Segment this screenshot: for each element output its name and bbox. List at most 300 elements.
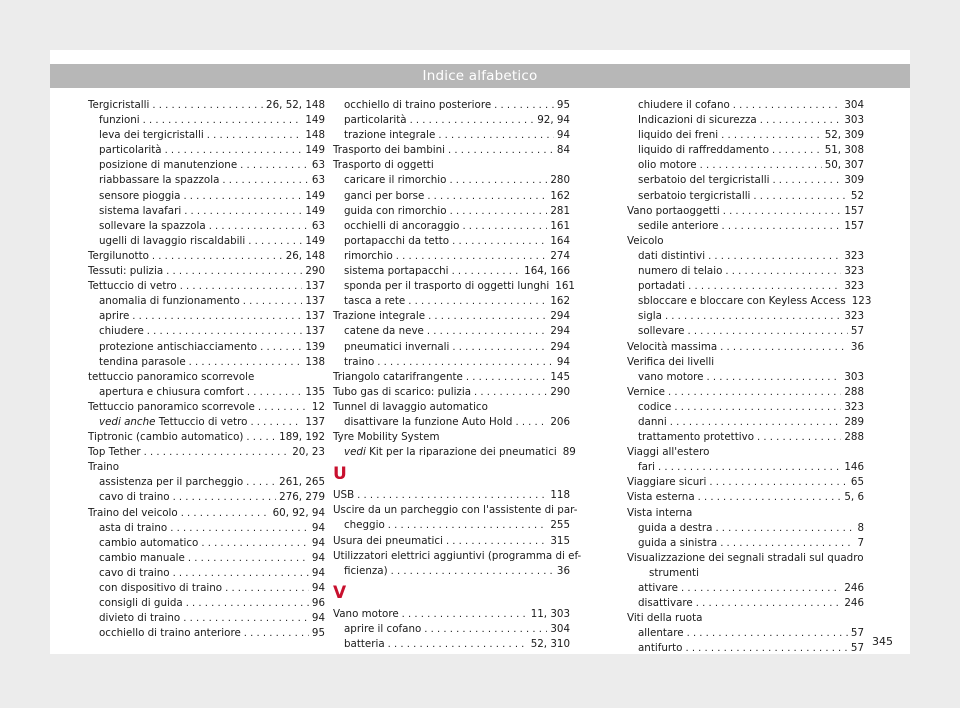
entry-text: sponda per il trasporto di oggetti lunghi bbox=[344, 280, 550, 293]
entry-pages: 137 bbox=[305, 325, 325, 338]
leader-dots bbox=[772, 173, 841, 188]
entry-pages: 281 bbox=[550, 204, 570, 217]
index-subentry bbox=[627, 249, 864, 264]
leader-dots bbox=[449, 173, 547, 188]
entry-label bbox=[344, 113, 407, 128]
entry-text: allentare bbox=[638, 627, 684, 640]
entry-pages: 26, 148 bbox=[285, 249, 325, 262]
index-subentry bbox=[627, 113, 864, 128]
entry-text: tettuccio panoramico scorrevole bbox=[88, 370, 255, 383]
index-subentry bbox=[88, 324, 325, 339]
entry-pages: 261, 265 bbox=[279, 476, 325, 489]
entry-pages: 65 bbox=[850, 476, 864, 489]
entry-text: antifurto bbox=[638, 642, 683, 655]
index-entry bbox=[627, 506, 864, 521]
entry-label bbox=[88, 460, 119, 475]
index-subentry bbox=[627, 415, 864, 430]
entry-text: particolarità bbox=[344, 114, 407, 127]
leader-dots bbox=[402, 607, 528, 622]
entry-text: disattivare bbox=[638, 597, 693, 610]
entry-text: cheggio bbox=[344, 519, 385, 532]
entry-label bbox=[99, 490, 170, 505]
entry-label bbox=[344, 234, 449, 249]
entry-pages: 149 bbox=[305, 234, 325, 247]
leader-dots bbox=[658, 460, 841, 475]
index-subentry bbox=[627, 521, 864, 536]
index-entry bbox=[333, 143, 570, 158]
index-subentry bbox=[627, 143, 864, 158]
entry-text: Viaggi all'estero bbox=[627, 446, 710, 459]
entry-text: aprire bbox=[99, 310, 130, 323]
leader-dots bbox=[494, 98, 554, 113]
entry-label bbox=[333, 430, 440, 445]
entry-label bbox=[627, 611, 702, 626]
entry-text: Veicolo bbox=[627, 234, 664, 247]
entry-label bbox=[99, 234, 245, 249]
entry-text: Trazione integrale bbox=[333, 310, 426, 323]
entry-label bbox=[638, 324, 684, 339]
entry-label bbox=[88, 400, 255, 415]
entry-pages: 50, 307 bbox=[824, 159, 864, 172]
entry-label bbox=[99, 536, 198, 551]
entry-text: Tunnel di lavaggio automatico bbox=[333, 400, 488, 413]
entry-label bbox=[344, 564, 388, 579]
index-subentry bbox=[333, 415, 570, 430]
entry-pages: 164 bbox=[550, 234, 570, 247]
entry-text: sedile anteriore bbox=[638, 219, 719, 232]
index-subentry bbox=[88, 294, 325, 309]
entry-label bbox=[99, 611, 180, 626]
index-subentry bbox=[333, 264, 570, 279]
entry-pages: 149 bbox=[305, 189, 325, 202]
entry-label bbox=[99, 340, 257, 355]
entry-text: Traino bbox=[88, 461, 120, 474]
entry-text: anomalia di funzionamento bbox=[99, 295, 240, 308]
leader-dots bbox=[143, 113, 303, 128]
entry-text: Tettuccio panoramico scorrevole bbox=[88, 400, 255, 413]
entry-label bbox=[99, 581, 222, 596]
entry-text: Tiptronic (cambio automatico) bbox=[88, 431, 244, 444]
entry-pages: 323 bbox=[844, 400, 864, 413]
entry-pages: 246 bbox=[844, 597, 864, 610]
entry-text: Velocità massima bbox=[627, 340, 718, 353]
entry-text: posizione di manutenzione bbox=[99, 159, 238, 172]
index-subentry bbox=[333, 204, 570, 219]
entry-label bbox=[344, 355, 374, 370]
entry-text: sollevare bbox=[638, 325, 685, 338]
entry-pages: 294 bbox=[550, 340, 570, 353]
entry-pages: 303 bbox=[844, 370, 864, 383]
entry-text: Uscire da un parcheggio con l'assistente di par- bbox=[333, 504, 578, 517]
leader-dots bbox=[246, 430, 276, 445]
entry-pages: 149 bbox=[305, 114, 325, 127]
leader-dots bbox=[725, 264, 841, 279]
entry-pages: 323 bbox=[844, 280, 864, 293]
index-entry bbox=[627, 385, 864, 400]
entry-text: Viti della ruota bbox=[627, 612, 703, 625]
entry-pages: 290 bbox=[550, 385, 570, 398]
leader-dots bbox=[446, 534, 547, 549]
entry-text: occhiello di traino anteriore bbox=[99, 627, 241, 640]
entry-text: cavo di traino bbox=[99, 566, 170, 579]
entry-text: dati distintivi bbox=[638, 249, 706, 262]
entry-pages: 92, 94 bbox=[537, 114, 570, 127]
index-subentry bbox=[88, 158, 325, 173]
leader-dots bbox=[222, 173, 309, 188]
leader-dots bbox=[700, 158, 822, 173]
entry-pages: 63 bbox=[311, 174, 325, 187]
leader-dots bbox=[183, 189, 302, 204]
entry-text: Viaggiare sicuri bbox=[627, 476, 707, 489]
entry-pages: 138 bbox=[305, 355, 325, 368]
leader-dots bbox=[448, 143, 554, 158]
index-subentry bbox=[88, 173, 325, 188]
leader-dots bbox=[189, 355, 303, 370]
index-subentry bbox=[88, 128, 325, 143]
leader-dots bbox=[246, 475, 276, 490]
leader-dots bbox=[144, 445, 290, 460]
leader-dots bbox=[173, 490, 277, 505]
entry-pages: 149 bbox=[305, 204, 325, 217]
entry-text: sollevare la spazzola bbox=[99, 219, 206, 232]
entry-text: assistenza per il parcheggio bbox=[99, 476, 244, 489]
entry-label bbox=[638, 98, 730, 113]
entry-pages: 11, 303 bbox=[530, 607, 570, 620]
entry-label bbox=[344, 324, 424, 339]
leader-dots bbox=[357, 488, 547, 503]
entry-text: chiudere il cofano bbox=[638, 99, 730, 111]
leader-dots bbox=[720, 536, 854, 551]
index-entry bbox=[333, 607, 570, 622]
index-entry bbox=[627, 355, 864, 370]
index-entry bbox=[333, 370, 570, 385]
leader-dots bbox=[427, 324, 547, 339]
entry-text: traino bbox=[344, 355, 375, 368]
leader-dots bbox=[165, 143, 303, 158]
entry-pages: 7 bbox=[857, 536, 864, 549]
index-subentry bbox=[627, 641, 864, 656]
index-entry bbox=[88, 370, 325, 385]
entry-label bbox=[638, 415, 667, 430]
leader-dots bbox=[408, 294, 547, 309]
page-header bbox=[50, 64, 910, 88]
index-subentry bbox=[627, 536, 864, 551]
leader-dots bbox=[688, 279, 841, 294]
index-subentry bbox=[627, 264, 864, 279]
leader-dots bbox=[181, 506, 270, 521]
entry-text: tendina parasole bbox=[99, 355, 186, 368]
entry-label bbox=[333, 158, 434, 173]
leader-dots bbox=[670, 415, 842, 430]
entry-label bbox=[344, 279, 549, 294]
entry-label bbox=[88, 249, 149, 264]
leader-dots bbox=[388, 518, 548, 533]
entry-label bbox=[99, 309, 129, 324]
entry-text: liquido dei freni bbox=[638, 129, 719, 142]
entry-text: con dispositivo di traino bbox=[99, 582, 223, 594]
leader-dots bbox=[474, 385, 547, 400]
entry-text: sbloccare e bloccare con Keyless Access bbox=[638, 295, 846, 308]
entry-pages: 294 bbox=[550, 310, 570, 323]
entry-text: olio motore bbox=[638, 159, 697, 172]
leader-dots bbox=[709, 475, 848, 490]
entry-text: Vista esterna bbox=[627, 491, 695, 504]
entry-label bbox=[638, 596, 693, 611]
entry-label bbox=[88, 279, 177, 294]
leader-dots bbox=[184, 204, 302, 219]
entry-label bbox=[627, 445, 709, 460]
entry-pages: 189, 192 bbox=[279, 431, 325, 444]
entry-pages: 52, 309 bbox=[824, 129, 864, 142]
entry-pages: 123 bbox=[851, 295, 872, 308]
entry-label bbox=[638, 264, 722, 279]
index-entry bbox=[88, 279, 325, 294]
section-letter: V bbox=[333, 582, 347, 603]
index-subentry bbox=[88, 204, 325, 219]
entry-label bbox=[638, 158, 697, 173]
entry-pages: 280 bbox=[550, 174, 570, 187]
entry-label bbox=[344, 445, 557, 460]
entry-label bbox=[333, 143, 445, 158]
entry-text: cambio automatico bbox=[99, 536, 199, 549]
entry-text: ficienza) bbox=[344, 564, 388, 577]
entry-label bbox=[99, 566, 170, 581]
index-subentry bbox=[333, 355, 570, 370]
index-subentry bbox=[627, 430, 864, 445]
entry-label bbox=[344, 622, 421, 637]
entry-text: pneumatici invernali bbox=[344, 340, 450, 353]
leader-dots bbox=[244, 626, 309, 641]
index-entry bbox=[333, 488, 570, 503]
entry-label bbox=[638, 536, 717, 551]
index-subentry bbox=[88, 611, 325, 626]
leader-dots bbox=[733, 98, 842, 113]
entry-label bbox=[344, 340, 449, 355]
index-entry bbox=[333, 158, 570, 173]
entry-label bbox=[99, 113, 140, 128]
index-subentry bbox=[88, 490, 325, 505]
entry-pages: 145 bbox=[550, 370, 570, 383]
entry-label bbox=[99, 475, 243, 490]
entry-pages: 60, 92, 94 bbox=[272, 506, 325, 519]
entry-text: Tessuti: pulizia bbox=[88, 265, 164, 278]
index-subentry bbox=[333, 294, 570, 309]
entry-label bbox=[99, 143, 162, 158]
index-entry bbox=[627, 340, 864, 355]
entry-label bbox=[333, 503, 577, 518]
entry-label bbox=[99, 415, 247, 430]
entry-pages: 304 bbox=[550, 622, 570, 635]
entry-text: guida a sinistra bbox=[638, 536, 718, 549]
entry-label bbox=[99, 626, 241, 641]
leader-dots bbox=[173, 566, 309, 581]
entry-pages: 52 bbox=[850, 189, 864, 202]
entry-pages: 246 bbox=[844, 582, 864, 594]
entry-pages: 26, 52, 148 bbox=[266, 99, 325, 111]
entry-pages: 161 bbox=[555, 280, 575, 293]
entry-text: Tubo gas di scarico: pulizia bbox=[333, 385, 472, 398]
entry-text: Visualizzazione dei segnali stradali sul quadro bbox=[627, 551, 864, 564]
leader-dots bbox=[707, 370, 842, 385]
leader-dots bbox=[428, 309, 547, 324]
entry-text: cavo di traino bbox=[99, 491, 170, 504]
entry-text: Trasporto di oggetti bbox=[333, 159, 434, 172]
index-entry bbox=[333, 430, 570, 445]
entry-label bbox=[88, 98, 149, 113]
leader-dots bbox=[753, 189, 847, 204]
leader-dots bbox=[258, 400, 309, 415]
leader-dots bbox=[183, 611, 309, 626]
index-subentry bbox=[88, 626, 325, 641]
entry-label bbox=[333, 549, 581, 564]
entry-pages: 148 bbox=[305, 129, 325, 142]
leader-dots bbox=[687, 626, 848, 641]
entry-text: occhielli di ancoraggio bbox=[344, 219, 460, 232]
entry-label bbox=[344, 173, 446, 188]
index-subentry bbox=[88, 566, 325, 581]
leader-dots bbox=[687, 324, 847, 339]
leader-dots bbox=[391, 564, 554, 579]
index-entry bbox=[88, 264, 325, 279]
entry-label bbox=[344, 264, 449, 279]
entry-label bbox=[638, 279, 685, 294]
entry-label bbox=[333, 385, 471, 400]
index-subentry bbox=[88, 385, 325, 400]
index-subentry bbox=[627, 128, 864, 143]
entry-label bbox=[99, 521, 167, 536]
entry-label bbox=[627, 475, 706, 490]
index-column-1 bbox=[88, 98, 325, 641]
index-subentry bbox=[88, 536, 325, 551]
index-subentry bbox=[333, 518, 570, 533]
entry-text: caricare il rimorchio bbox=[344, 174, 447, 187]
entry-pages: 276, 279 bbox=[279, 491, 325, 504]
index-column-3 bbox=[627, 98, 872, 656]
leader-dots bbox=[665, 309, 841, 324]
entry-text: numero di telaio bbox=[638, 265, 723, 278]
index-entry bbox=[88, 98, 325, 113]
entry-text: Kit per la riparazione dei pneumatici bbox=[369, 446, 557, 459]
entry-text: guida con rimorchio bbox=[344, 204, 447, 217]
index-subentry bbox=[627, 400, 864, 415]
entry-pages: 146 bbox=[844, 461, 864, 474]
leader-dots bbox=[186, 596, 309, 611]
index-entry bbox=[627, 475, 864, 490]
entry-pages: 94 bbox=[311, 612, 325, 625]
entry-text: codice bbox=[638, 400, 672, 413]
index-subentry bbox=[333, 249, 570, 264]
entry-text: Traino del veicolo bbox=[88, 506, 178, 519]
entry-label bbox=[638, 430, 754, 445]
leader-dots bbox=[166, 264, 302, 279]
entry-pages: 309 bbox=[844, 174, 864, 187]
leader-dots bbox=[410, 113, 535, 128]
entry-text: Tettuccio di vetro bbox=[158, 415, 248, 428]
entry-pages: 89 bbox=[562, 446, 576, 459]
entry-label bbox=[344, 518, 385, 533]
entry-text: leva dei tergicristalli bbox=[99, 129, 204, 142]
entry-pages: 96 bbox=[311, 597, 325, 610]
entry-label bbox=[638, 294, 846, 309]
entry-pages: 12 bbox=[311, 400, 325, 413]
entry-label bbox=[99, 324, 144, 339]
index-subentry bbox=[627, 626, 864, 641]
entry-text: Verifica dei livelli bbox=[627, 355, 715, 368]
leader-dots bbox=[152, 249, 283, 264]
entry-text: Tergicristalli bbox=[88, 99, 150, 111]
index-subentry bbox=[88, 521, 325, 536]
entry-text: sensore pioggia bbox=[99, 189, 181, 202]
entry-label bbox=[99, 128, 204, 143]
index-subentry bbox=[88, 309, 325, 324]
entry-pages: 323 bbox=[844, 265, 864, 278]
entry-text: Top Tether bbox=[88, 446, 141, 459]
index-subentry bbox=[88, 219, 325, 234]
index-subentry bbox=[333, 445, 576, 460]
entry-text: ganci per borse bbox=[344, 189, 425, 202]
index-subentry bbox=[627, 279, 864, 294]
index-subentry bbox=[627, 294, 872, 309]
entry-label bbox=[344, 415, 512, 430]
entry-label bbox=[627, 340, 717, 355]
index-entry bbox=[627, 490, 864, 505]
leader-dots bbox=[424, 622, 547, 637]
entry-pages: 206 bbox=[550, 415, 570, 428]
entry-label bbox=[638, 460, 655, 475]
leader-dots bbox=[396, 249, 548, 264]
entry-label bbox=[649, 566, 699, 581]
entry-label bbox=[627, 551, 864, 566]
section-letter: U bbox=[333, 464, 347, 485]
entry-label bbox=[88, 445, 141, 460]
index-subentry bbox=[88, 113, 325, 128]
leader-dots bbox=[247, 385, 302, 400]
leader-dots bbox=[147, 324, 303, 339]
index-entry bbox=[333, 385, 570, 400]
entry-pages: 137 bbox=[305, 415, 325, 428]
index-subentry bbox=[333, 637, 570, 652]
entry-label bbox=[88, 430, 243, 445]
index-entry bbox=[88, 249, 325, 264]
entry-pages: 63 bbox=[311, 219, 325, 232]
entry-label bbox=[638, 521, 712, 536]
leader-dots bbox=[772, 143, 822, 158]
entry-label bbox=[638, 626, 684, 641]
leader-dots bbox=[180, 279, 303, 294]
entry-text: Usura dei pneumatici bbox=[333, 534, 443, 547]
index-subentry bbox=[333, 234, 570, 249]
entry-label bbox=[638, 581, 678, 596]
header-title: Indice alfabetico bbox=[422, 68, 538, 84]
entry-label bbox=[99, 385, 244, 400]
entry-pages: 255 bbox=[550, 519, 570, 532]
entry-pages: 94 bbox=[311, 582, 325, 594]
entry-text: cambio manuale bbox=[99, 551, 185, 564]
entry-text: strumenti bbox=[649, 566, 699, 579]
entry-text: occhiello di traino posteriore bbox=[344, 99, 492, 111]
entry-pages: 94 bbox=[311, 551, 325, 564]
entry-text: apertura e chiusura comfort bbox=[99, 385, 244, 398]
entry-pages: 162 bbox=[550, 189, 570, 202]
entry-text: Tettuccio di vetro bbox=[88, 280, 177, 293]
entry-pages: 95 bbox=[311, 627, 325, 640]
entry-label bbox=[627, 506, 692, 521]
entry-label bbox=[99, 294, 240, 309]
entry-label bbox=[333, 400, 488, 415]
entry-pages: 36 bbox=[850, 340, 864, 353]
entry-pages: 94 bbox=[311, 566, 325, 579]
entry-text: attivare bbox=[638, 582, 678, 594]
